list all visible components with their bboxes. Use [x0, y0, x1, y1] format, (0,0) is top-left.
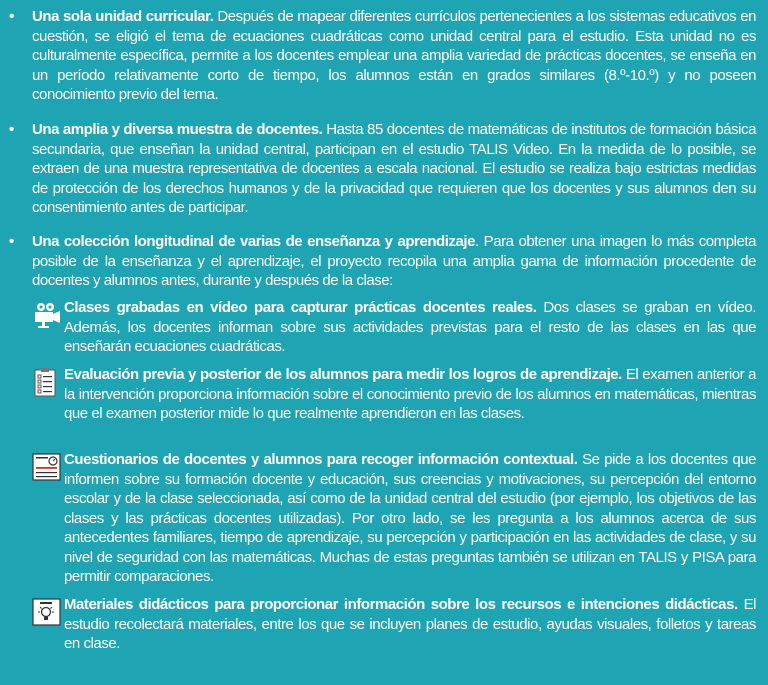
sub-heading: Materiales didácticos para proporcionar información sobre los recursos e intenciones didácticas. [64, 596, 738, 613]
sub-heading: Clases grabadas en vídeo para capturar prácticas docentes reales. [64, 299, 537, 316]
sub-paragraph [64, 365, 756, 424]
questionnaire-icon [32, 452, 58, 482]
item-text: Después de mapear diferentes currículos pertenecientes a los sistemas educativos en cuestión, se eligió el tema de ecuaciones cuadráticas como unidad central para el estudio. Esta unidad no es culturalmente específica, permite a los docentes emplear una amplia variedad de prácticas docentes, se enseña en un período relativamente corto de tiempo, los alumnos están en grados similares (8.º-10.º) y no poseen conocimiento previo del tema. [32, 8, 756, 103]
sub-heading: Cuestionarios de docentes y alumnos para recoger información contextual. [64, 451, 578, 468]
item-text: . Para obtener una imagen lo más completa posible de la enseñanza y el aprendizaje, el proyecto recopila una amplia gama de información procedente de docentes y alumnos antes, durante y después de la clase: [32, 233, 756, 289]
item-heading: Una amplia y diversa muestra de docentes. [32, 121, 323, 138]
sub-paragraph [64, 450, 756, 587]
sub-text: El estudio recolectará materiales, entre los que se incluyen planes de estudio, ayudas visuales, folletos y tareas en clase. [64, 596, 757, 652]
bullet: • [9, 233, 15, 250]
lightbulb-board-icon [32, 597, 58, 627]
sub-text: El examen anterior a la intervención proporciona información sobre el conocimiento previo de los alumnos en matemáticas, mientras que el examen posterior mide lo que realmente aprendieron en las clases. [64, 366, 756, 422]
sub-paragraph [64, 595, 756, 654]
item-heading: Una colección longitudinal de varias de enseñanza y aprendizaje [32, 233, 476, 250]
checklist-icon [32, 367, 58, 397]
video-camera-icon [32, 300, 58, 330]
bullet: • [9, 121, 15, 138]
sub-text: Se pide a los docentes que informen sobre su formación docente y educación, sus creencias y motivaciones, su percepción del entorno escolar y de la clase seleccionada, así como de la unidad central del estudio (por ejemplo, los objetivos de las clases y las prácticas docentes utilizadas). Por otro lado, se les pregunta a los alumnos acerca de sus antecedentes familiares, tiempo de aprendizaje, su percepción y participación en las actividades de clase, y su nivel de seguridad con las matemáticas. Muchas de estas preguntas también se utilizan en TALIS y PISA para permitir comparaciones. [64, 451, 756, 585]
item-paragraph [32, 7, 756, 105]
bullet: • [9, 8, 15, 25]
item-text: Hasta 85 docentes de matemáticas de institutos de formación básica secundaria, que enseñan la unidad central, participan en el estudio TALIS Video. En la medida de lo posible, se extraen de una muestra representativa de docentes a escala nacional. El estudio se realiza bajo estrictas medidas de protección de los derechos humanos y de la privacidad que requieren que los docentes y sus alumnos den su consentimiento antes de participar. [32, 121, 756, 216]
item-heading: Una sola unidad curricular. [32, 8, 214, 25]
item-paragraph [32, 232, 756, 291]
sub-text: Dos clases se graban en vídeo. Además, los docentes informan sobre sus actividades previstas para el resto de las clases en las que enseñarán ecuaciones cuadráticas. [64, 299, 756, 355]
sub-paragraph [64, 298, 756, 357]
item-paragraph [32, 120, 756, 218]
sub-heading: Evaluación previa y posterior de los alumnos para medir los logros de aprendizaje. [64, 366, 622, 383]
